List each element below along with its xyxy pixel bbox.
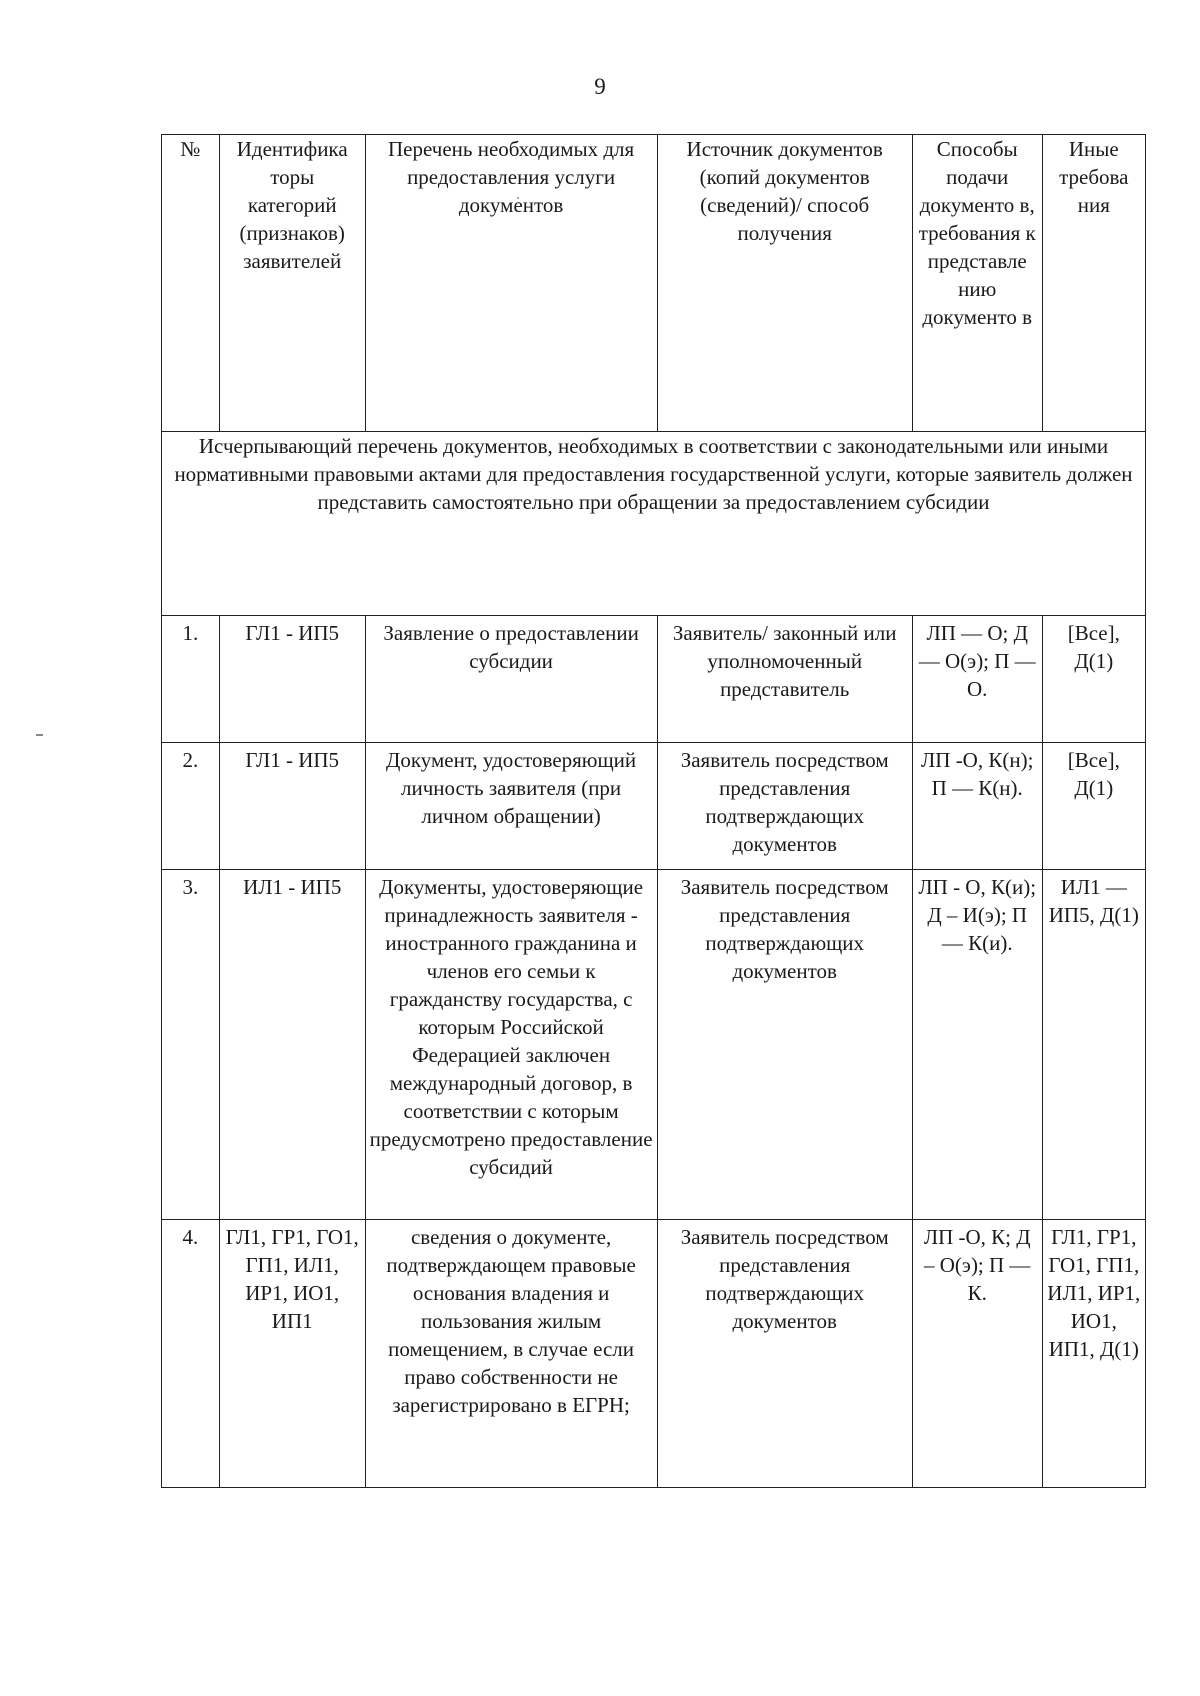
row-identifiers: ГЛ1, ГР1, ГО1, ГП1, ИЛ1, ИР1, ИО1, ИП1 (219, 1220, 365, 1488)
row-source: Заявитель посредством представления подтверждающих документов (657, 870, 912, 1220)
header-documents-list: Перечень необходимых для предоставления услуги документов (365, 135, 657, 432)
row-other: ГЛ1, ГР1, ГО1, ГП1, ИЛ1, ИР1, ИО1, ИП1, Д(1) (1042, 1220, 1145, 1488)
row-source: Заявитель/ законный или уполномоченный представитель (657, 616, 912, 743)
row-other: [Все], Д(1) (1042, 743, 1145, 870)
table-row (162, 616, 1146, 743)
row-number: 1. (162, 616, 220, 743)
header-other-requirements: Иные требова ния (1042, 135, 1145, 432)
row-document: Заявление о предоставлении субсидии (365, 616, 657, 743)
row-document: Документ, удостоверяющий личность заявителя (при личном обращении) (365, 743, 657, 870)
row-source: Заявитель посредством представления подтверждающих документов (657, 1220, 912, 1488)
table-row (162, 1220, 1146, 1488)
header-source: Источник документов (копий документов (сведений)/ способ получения (657, 135, 912, 432)
scan-mark (36, 734, 43, 736)
row-identifiers: ГЛ1 - ИП5 (219, 616, 365, 743)
row-methods: ЛП -О, К; Д – О(э); П — К. (912, 1220, 1042, 1488)
row-identifiers: ГЛ1 - ИП5 (219, 743, 365, 870)
documents-table (161, 134, 1146, 1488)
section-title-row (162, 432, 1146, 616)
header-num: № (162, 135, 220, 432)
row-number: 2. (162, 743, 220, 870)
row-number: 4. (162, 1220, 220, 1488)
row-identifiers: ИЛ1 - ИП5 (219, 870, 365, 1220)
row-number: 3. (162, 870, 220, 1220)
row-other: ИЛ1 — ИП5, Д(1) (1042, 870, 1145, 1220)
row-document: Документы, удостоверяющие принадлежность заявителя - иностранного гражданина и членов его семьи к гражданству государства, с которым Российской Федерацией заключен международный договор, в соответствии с которым предусмотрено предоставление субсидий (365, 870, 657, 1220)
row-other: [Все], Д(1) (1042, 616, 1145, 743)
table-header-row (162, 135, 1146, 432)
header-submission-methods: Способы подачи документо в, требования к представле нию документо в (912, 135, 1042, 432)
row-methods: ЛП - О, К(и); Д – И(э); П — К(и). (912, 870, 1042, 1220)
table-row (162, 870, 1146, 1220)
row-methods: ЛП — О; Д — О(э); П — О. (912, 616, 1042, 743)
table-row (162, 743, 1146, 870)
row-methods: ЛП -О, К(н); П — К(н). (912, 743, 1042, 870)
section-title: Исчерпывающий перечень документов, необходимых в соответствии с законодательными или иными нормативными правовыми актами для предоставления государственной услуги, которые заявитель должен представить самостоятельно при обращении за предоставлением субсидии (162, 432, 1146, 616)
row-document: сведения о документе, подтверждающем правовые основания владения и пользования жилым помещением, в случае если право собственности не зарегистрировано в ЕГРН; (365, 1220, 657, 1488)
header-identifiers: Идентифика торы категорий (признаков) заявителей (219, 135, 365, 432)
page-number: 9 (594, 74, 606, 99)
row-source: Заявитель посредством представления подтверждающих документов (657, 743, 912, 870)
